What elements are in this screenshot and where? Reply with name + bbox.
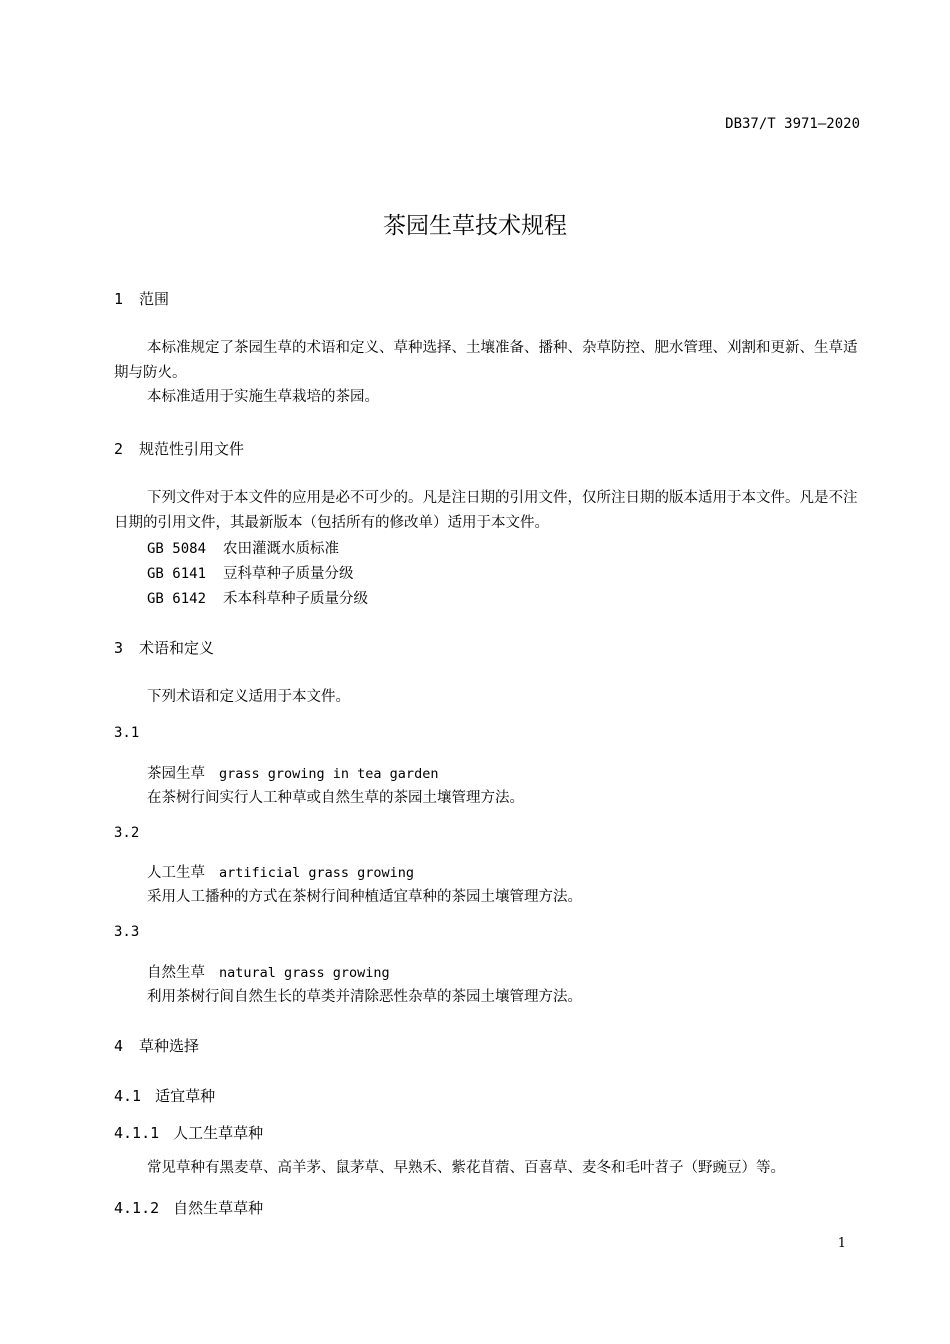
section-1-heading xyxy=(114,288,169,309)
term-definition: 采用人工播种的方式在茶树行间种植适宜草种的茶园土壤管理方法。 xyxy=(147,889,582,905)
reference-name: 豆科草种子质量分级 xyxy=(223,566,354,582)
term-definition: 利用茶树行间自然生长的草类并清除恶性杂草的茶园土壤管理方法。 xyxy=(147,989,582,1005)
section-1-paragraph-2: 本标准适用于实施生草栽培的茶园。 xyxy=(147,389,379,405)
section-title: 范围 xyxy=(139,290,170,308)
reference-item xyxy=(147,537,339,558)
term-title xyxy=(147,762,438,783)
reference-name: 农田灌溉水质标准 xyxy=(223,541,339,557)
page-number: 1 xyxy=(837,1236,846,1251)
subsection-number: 4.1.2 xyxy=(114,1199,160,1217)
section-3-heading xyxy=(114,637,214,658)
subsection-title: 人工生草草种 xyxy=(173,1124,264,1142)
term-number: 3.1 xyxy=(114,725,140,741)
term-zh: 人工生草 xyxy=(147,865,205,881)
reference-code: GB 6141 xyxy=(147,566,207,582)
section-title: 草种选择 xyxy=(139,1037,200,1055)
subsection-4-1-heading xyxy=(114,1085,215,1106)
subsection-title: 适宜草种 xyxy=(155,1087,216,1105)
term-en: natural grass growing xyxy=(219,965,390,981)
subsection-number: 4.1.1 xyxy=(114,1124,160,1142)
term-number: 3.2 xyxy=(114,825,140,841)
section-1-paragraph-1: 本标准规定了茶园生草的术语和定义、草种选择、土壤准备、播种、杂草防控、肥水管理、刈割和更新、生草适期与防火。 xyxy=(114,340,858,381)
page-title: 茶园生草技术规程 xyxy=(383,213,567,239)
section-title: 术语和定义 xyxy=(139,639,215,657)
section-3-paragraph-1: 下列术语和定义适用于本文件。 xyxy=(147,689,350,705)
reference-name: 禾本科草种子质量分级 xyxy=(223,591,368,607)
reference-code: GB 5084 xyxy=(147,541,207,557)
subsection-4-1-1-paragraph: 常见草种有黑麦草、高羊茅、鼠茅草、早熟禾、紫花苜蓿、百喜草、麦冬和毛叶苕子（野豌豆）等。 xyxy=(147,1160,785,1176)
reference-item xyxy=(147,562,354,583)
term-title xyxy=(147,861,414,882)
subsection-4-1-2-heading xyxy=(114,1197,263,1218)
section-2-heading xyxy=(114,438,244,459)
term-number: 3.3 xyxy=(114,924,140,940)
section-4-heading xyxy=(114,1035,199,1056)
reference-item xyxy=(147,587,368,608)
term-en: grass growing in tea garden xyxy=(219,766,439,782)
subsection-title: 自然生草草种 xyxy=(173,1199,264,1217)
section-number: 3 xyxy=(114,639,124,657)
section-number: 4 xyxy=(114,1037,124,1055)
term-zh: 自然生草 xyxy=(147,965,205,981)
term-title xyxy=(147,961,390,982)
subsection-number: 4.1 xyxy=(114,1087,142,1105)
term-en: artificial grass growing xyxy=(219,865,415,881)
term-definition: 在茶树行间实行人工种草或自然生草的茶园土壤管理方法。 xyxy=(147,790,524,806)
section-title: 规范性引用文件 xyxy=(139,440,245,458)
document-code: DB37/T 3971—2020 xyxy=(725,116,860,132)
subsection-4-1-1-heading xyxy=(114,1122,263,1143)
section-2-paragraph-1: 下列文件对于本文件的应用是必不可少的。凡是注日期的引用文件，仅所注日期的版本适用于本文件。凡是不注日期的引用文件，其最新版本（包括所有的修改单）适用于本文件。 xyxy=(114,490,858,531)
section-number: 2 xyxy=(114,440,124,458)
section-number: 1 xyxy=(114,290,124,308)
term-zh: 茶园生草 xyxy=(147,766,205,782)
reference-code: GB 6142 xyxy=(147,591,207,607)
